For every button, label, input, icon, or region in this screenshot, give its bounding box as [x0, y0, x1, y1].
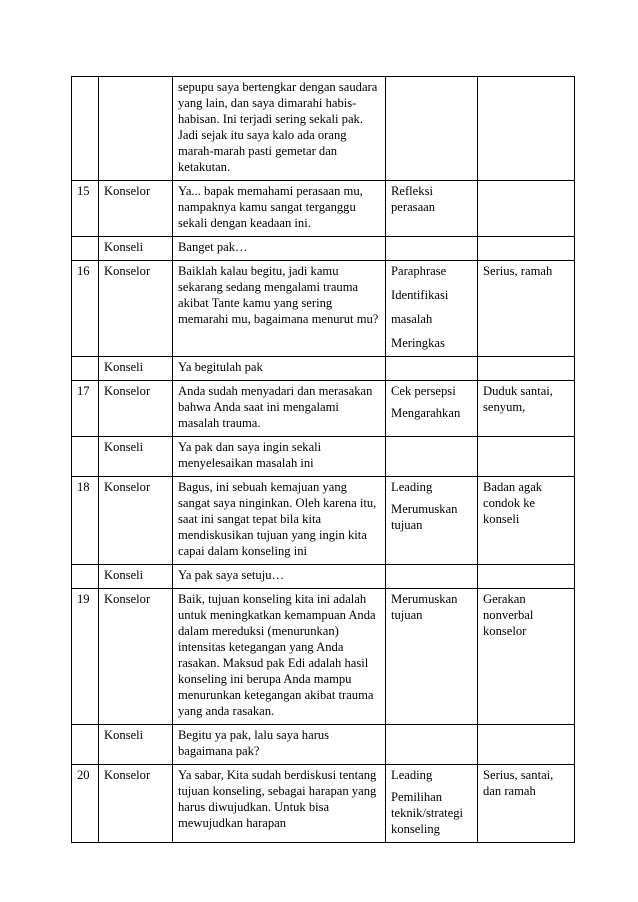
- speaker-role: Konselor: [99, 477, 173, 565]
- speaker-role: Konselor: [99, 765, 173, 843]
- table-row: [72, 261, 575, 357]
- row-number: [72, 77, 99, 181]
- table-row: [72, 565, 575, 589]
- speaker-role: Konseli: [99, 725, 173, 765]
- technique-cell: [386, 77, 478, 181]
- nonverbal-note: [478, 181, 575, 237]
- table-row: [72, 357, 575, 381]
- speaker-role: [99, 77, 173, 181]
- speaker-role: Konselor: [99, 589, 173, 725]
- row-number: 17: [72, 381, 99, 437]
- table-body: [72, 77, 575, 843]
- nonverbal-note: [478, 77, 575, 181]
- table-row: [72, 181, 575, 237]
- nonverbal-note: Serius, santai, dan ramah: [478, 765, 575, 843]
- counseling-transcript-table: [71, 76, 575, 843]
- speaker-role: Konselor: [99, 261, 173, 357]
- technique-label: Meringkas: [391, 336, 445, 350]
- utterance: Ya pak dan saya ingin sekali menyelesaikan masalah ini: [173, 437, 386, 477]
- table-row: [72, 477, 575, 565]
- technique-label: Leading: [391, 768, 433, 782]
- technique-cell: [386, 437, 478, 477]
- technique-cell: [386, 237, 478, 261]
- table-row: [72, 725, 575, 765]
- speaker-role: Konseli: [99, 357, 173, 381]
- row-number: 19: [72, 589, 99, 725]
- speaker-role: Konseli: [99, 565, 173, 589]
- technique-label: Refleksi perasaan: [391, 184, 436, 214]
- technique-label: Merumuskan tujuan: [391, 592, 458, 622]
- utterance: Anda sudah menyadari dan merasakan bahwa Anda saat ini mengalami masalah trauma.: [173, 381, 386, 437]
- utterance: Baik, tujuan konseling kita ini adalah untuk meningkatkan kemampuan Anda dalam mereduksi (menurunkan) intensitas ketegangan yang Anda rasakan. Maksud pak Edi adalah hasil konseling ini berupa Anda mampu menurunkan ketegangan akibat trauma yang anda rasakan.: [173, 589, 386, 725]
- table-row: [72, 381, 575, 437]
- nonverbal-note: Serius, ramah: [478, 261, 575, 357]
- row-number: [72, 437, 99, 477]
- technique-cell: [386, 477, 478, 565]
- row-number: [72, 237, 99, 261]
- row-number: 20: [72, 765, 99, 843]
- nonverbal-note: [478, 565, 575, 589]
- row-number: 16: [72, 261, 99, 357]
- technique-cell: [386, 261, 478, 357]
- nonverbal-note: Gerakan nonverbal konselor: [478, 589, 575, 725]
- row-number: [72, 725, 99, 765]
- table-row: [72, 765, 575, 843]
- technique-label: masalah: [391, 312, 433, 326]
- technique-cell: [386, 381, 478, 437]
- utterance: Ya sabar, Kita sudah berdiskusi tentang tujuan konseling, sebagai harapan yang harus diwujudkan. Untuk bisa mewujudkan harapan: [173, 765, 386, 843]
- nonverbal-note: Badan agak condok ke konseli: [478, 477, 575, 565]
- utterance: Baiklah kalau begitu, jadi kamu sekarang sedang mengalami trauma akibat Tante kamu yang sering memarahi mu, bagaimana menurut mu?: [173, 261, 386, 357]
- utterance: Bagus, ini sebuah kemajuan yang sangat saya ninginkan. Oleh karena itu, saat ini sangat tepat bila kita mendiskusikan tujuan yang ingin kita capai dalam konseling ini: [173, 477, 386, 565]
- speaker-role: Konseli: [99, 237, 173, 261]
- technique-label: Paraphrase: [391, 264, 447, 278]
- utterance: Banget pak…: [173, 237, 386, 261]
- utterance: Ya begitulah pak: [173, 357, 386, 381]
- utterance: Ya... bapak memahami perasaan mu, nampaknya kamu sangat terganggu sekali dengan keadaan ini.: [173, 181, 386, 237]
- technique-label: Leading: [391, 480, 433, 494]
- technique-label: Mengarahkan: [391, 406, 461, 420]
- table-row: [72, 437, 575, 477]
- speaker-role: Konselor: [99, 381, 173, 437]
- speaker-role: Konselor: [99, 181, 173, 237]
- nonverbal-note: [478, 437, 575, 477]
- utterance: sepupu saya bertengkar dengan saudara yang lain, dan saya dimarahi habis-habisan. Ini terjadi sering sekali pak. Jadi sejak itu saya kalo ada orang marah-marah pasti gemetar dan ketakutan.: [173, 77, 386, 181]
- row-number: 15: [72, 181, 99, 237]
- nonverbal-note: [478, 725, 575, 765]
- technique-cell: [386, 765, 478, 843]
- technique-cell: [386, 181, 478, 237]
- speaker-role: Konseli: [99, 437, 173, 477]
- row-number: [72, 357, 99, 381]
- technique-cell: [386, 357, 478, 381]
- technique-label: Merumuskan tujuan: [391, 502, 458, 532]
- nonverbal-note: Duduk santai, senyum,: [478, 381, 575, 437]
- technique-cell: [386, 565, 478, 589]
- utterance: Ya pak saya setuju…: [173, 565, 386, 589]
- row-number: [72, 565, 99, 589]
- technique-label: Pemilihan teknik/strategi konseling: [391, 790, 464, 836]
- technique-label: Cek persepsi: [391, 384, 456, 398]
- row-number: 18: [72, 477, 99, 565]
- technique-cell: [386, 589, 478, 725]
- table-row: [72, 589, 575, 725]
- nonverbal-note: [478, 237, 575, 261]
- utterance: Begitu ya pak, lalu saya harus bagaimana pak?: [173, 725, 386, 765]
- nonverbal-note: [478, 357, 575, 381]
- table-row: [72, 237, 575, 261]
- technique-label: Identifikasi: [391, 288, 449, 302]
- technique-cell: [386, 725, 478, 765]
- table-row: [72, 77, 575, 181]
